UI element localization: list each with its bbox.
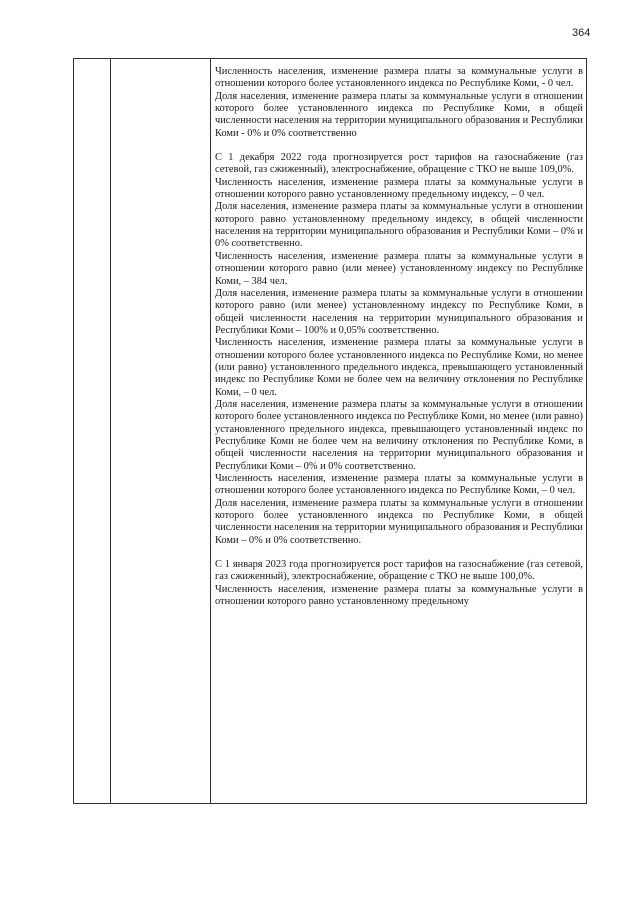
- paragraph: С 1 января 2023 года прогнозируется рост тарифов на газоснабжение (газ сетевой, газ сжиженный), электроснабжение, обращение с ТКО не выше 100,0%.: [215, 559, 583, 583]
- table-cell-text: [215, 66, 583, 608]
- paragraph: Численность населения, изменение размера платы за коммунальные услуги в отношении которого более установленного индекса по Республике Коми, но менее (или равно) установленного предельного индекса, превышающего установленный индекс по Республике Коми не более чем на величину отклонения по Республике Коми, – 0 чел.: [215, 337, 583, 398]
- page-number: 364: [572, 27, 591, 39]
- column-divider: [110, 59, 111, 803]
- paragraph: Численность населения, изменение размера платы за коммунальные услуги в отношении которого равно установленному предельному индексу, – 0 чел.: [215, 176, 583, 201]
- paragraph: Доля населения, изменение размера платы за коммунальные услуги в отношении которого равно установленному предельному индексу, в общей численности населения на территории муниципального образования и Республики Коми – 0% и 0% соответственно.: [215, 201, 583, 250]
- column-divider: [210, 59, 211, 803]
- paragraph: Доля населения, изменение размера платы за коммунальные услуги в отношении которого более установленного индекса по Республике Коми, в общей численности населения на территории муниципального образования и Республики Коми – 0% и 0% соответственно.: [215, 497, 583, 546]
- paragraph: С 1 декабря 2022 года прогнозируется рост тарифов на газоснабжение (газ сетевой, газ сжиженный), электроснабжение, обращение с ТКО не выше 109,0%.: [215, 152, 583, 176]
- paragraph: Доля населения, изменение размера платы за коммунальные услуги в отношении которого более установленного индекса по Республике Коми, в общей численности населения на территории муниципального образования и Республики Коми - 0% и 0% соответственно: [215, 90, 583, 139]
- paragraph: Численность населения, изменение размера платы за коммунальные услуги в отношении которого равно (или менее) установленному индексу по Республике Коми, – 384 чел.: [215, 250, 583, 287]
- document-table: [73, 58, 587, 804]
- paragraph: Численность населения, изменение размера платы за коммунальные услуги в отношении которого более установленного индекса по Республике Коми, - 0 чел.: [215, 66, 583, 90]
- paragraph: Численность населения, изменение размера платы за коммунальные услуги в отношении которого более установленного индекса по Республике Коми, – 0 чел.: [215, 473, 583, 497]
- paragraph: Доля населения, изменение размера платы за коммунальные услуги в отношении которого равно (или менее) установленному индексу по Республике Коми, в общей численности населения на территории муниципального образования и Республики Коми – 100% и 0,05% соответственно.: [215, 287, 583, 336]
- paragraph: Численность населения, изменение размера платы за коммунальные услуги в отношении которого равно установленному предельному: [215, 583, 583, 608]
- paragraph: Доля населения, изменение размера платы за коммунальные услуги в отношении которого более установленного индекса по Республике Коми, но менее (или равно) установленного предельного индекса, превышающего установленный индекс по Республике Коми не более чем на величину отклонения по Республике Коми, в общей численности населения на территории муниципального образования и Республики Коми – 0% и 0% соответственно.: [215, 398, 583, 472]
